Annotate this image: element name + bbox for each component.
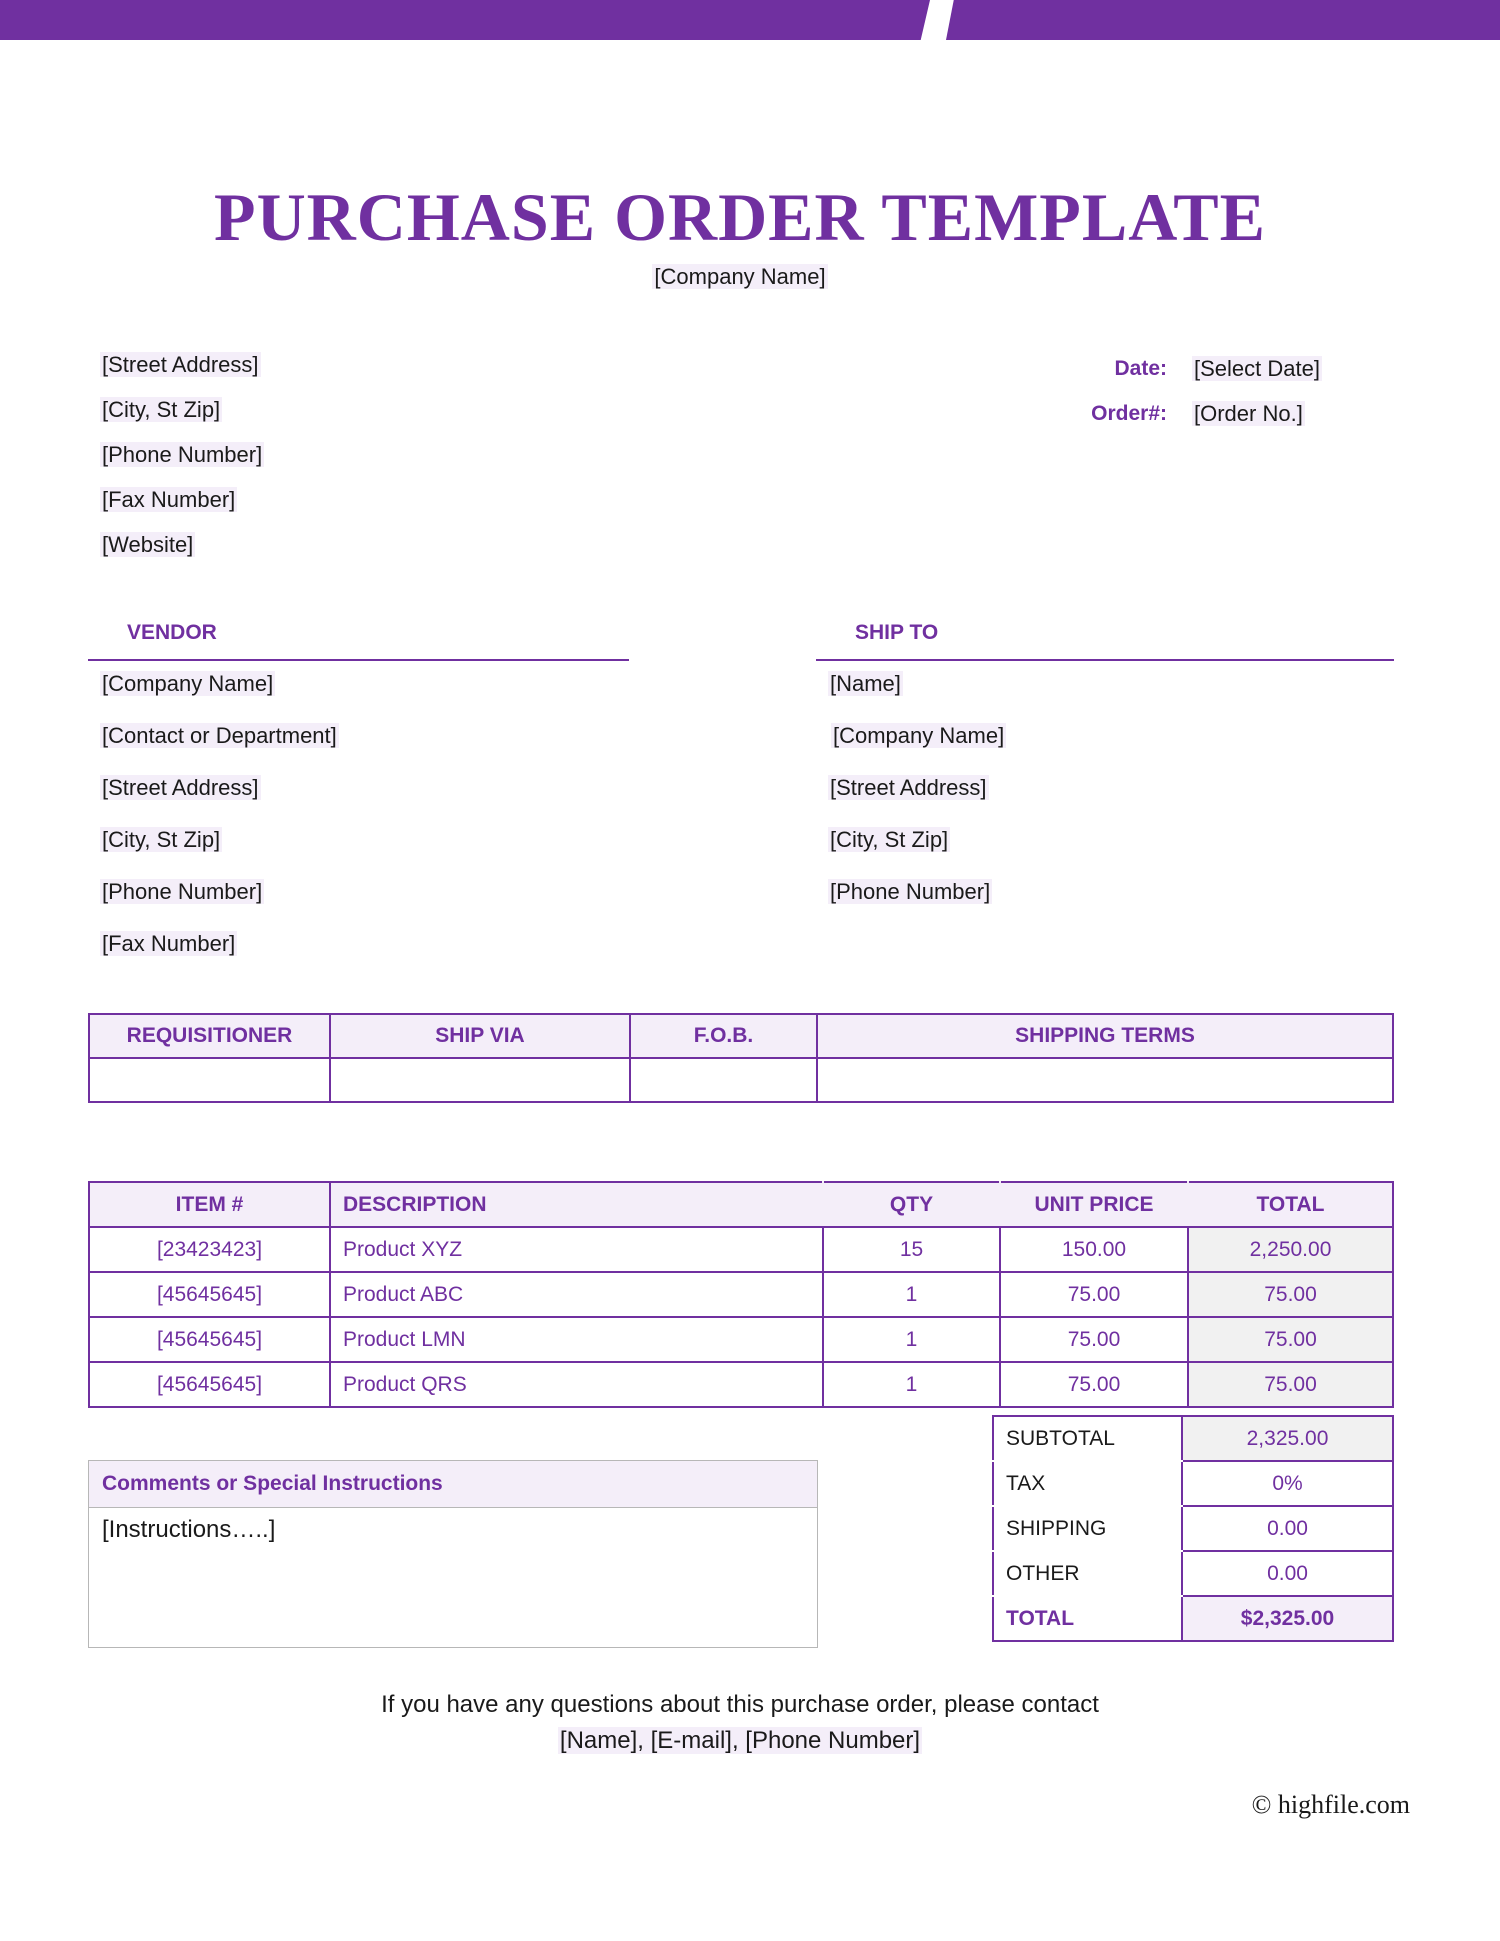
table-row: [89, 1317, 1393, 1362]
header-requisitioner: REQUISITIONER: [89, 1014, 330, 1058]
shipping-label: SHIPPING: [993, 1506, 1182, 1551]
item-number-cell[interactable]: [45645645]: [89, 1317, 330, 1362]
tax-label: TAX: [993, 1461, 1182, 1506]
ship-to-company: [Company Name]: [833, 723, 1005, 748]
item-number-cell[interactable]: [23423423]: [89, 1227, 330, 1272]
table-row: [89, 1272, 1393, 1317]
vendor-heading: VENDOR: [127, 621, 217, 644]
date-label: Date:: [1114, 357, 1167, 380]
description-cell[interactable]: Product LMN: [330, 1317, 823, 1362]
item-number-cell[interactable]: [45645645]: [89, 1362, 330, 1407]
table-row: [89, 1227, 1393, 1272]
header-accent-bar-right: [946, 0, 1500, 40]
header-shipping-terms: SHIPPING TERMS: [817, 1014, 1393, 1058]
other-row: [993, 1551, 1393, 1596]
vendor-street: [Street Address]: [102, 775, 259, 800]
unit-price-cell[interactable]: 150.00: [1000, 1227, 1188, 1272]
shipping-value-row: [89, 1058, 1393, 1102]
unit-price-cell[interactable]: 75.00: [1000, 1272, 1188, 1317]
requisitioner-cell[interactable]: [89, 1058, 330, 1102]
sender-street: [Street Address]: [102, 352, 259, 377]
shipping-header-row: [89, 1014, 1393, 1058]
ship-to-details: [828, 670, 1006, 906]
ship-to-street: [Street Address]: [830, 775, 987, 800]
fob-cell[interactable]: [630, 1058, 817, 1102]
sender-phone: [Phone Number]: [102, 442, 263, 467]
header-ship-via: SHIP VIA: [330, 1014, 630, 1058]
shipping-row: [993, 1506, 1393, 1551]
comments-box: [88, 1460, 818, 1648]
sender-fax: [Fax Number]: [102, 487, 236, 512]
footer-contact-details: [Name], [E-mail], [Phone Number]: [559, 1727, 921, 1754]
header-description: DESCRIPTION: [330, 1182, 823, 1227]
totals-table: [992, 1415, 1394, 1642]
sender-city: [City, St Zip]: [102, 397, 221, 422]
items-table: [88, 1181, 1394, 1408]
grand-total-row: [993, 1596, 1393, 1641]
copyright-notice: © highfile.com: [1251, 1790, 1410, 1819]
description-cell[interactable]: Product XYZ: [330, 1227, 823, 1272]
shipping-terms-cell[interactable]: [817, 1058, 1393, 1102]
vendor-company: [Company Name]: [102, 671, 274, 696]
unit-price-cell[interactable]: 75.00: [1000, 1317, 1188, 1362]
items-header-row: [89, 1182, 1393, 1227]
header-total: TOTAL: [1188, 1182, 1393, 1227]
line-total-cell: 75.00: [1188, 1272, 1393, 1317]
sender-address: [100, 351, 264, 559]
unit-price-cell[interactable]: 75.00: [1000, 1362, 1188, 1407]
other-value[interactable]: 0.00: [1182, 1551, 1393, 1596]
qty-cell[interactable]: 15: [823, 1227, 1000, 1272]
header-fob: F.O.B.: [630, 1014, 817, 1058]
footer-contact-line: If you have any questions about this purchase order, please contact: [381, 1691, 1099, 1718]
page-title: PURCHASE ORDER TEMPLATE: [214, 179, 1266, 255]
tax-value[interactable]: 0%: [1182, 1461, 1393, 1506]
header-accent-bar-left: [0, 0, 930, 40]
grand-total-label: TOTAL: [993, 1596, 1182, 1641]
header-item-number: ITEM #: [89, 1182, 330, 1227]
comments-heading: Comments or Special Instructions: [89, 1461, 817, 1508]
company-name: [Company Name]: [654, 264, 826, 289]
header-qty: QTY: [823, 1182, 1000, 1227]
subtotal-label: SUBTOTAL: [993, 1416, 1182, 1461]
item-number-cell[interactable]: [45645645]: [89, 1272, 330, 1317]
shipping-value[interactable]: 0.00: [1182, 1506, 1393, 1551]
shipping-info-table: [88, 1013, 1394, 1103]
ship-to-divider: [816, 659, 1394, 661]
vendor-phone: [Phone Number]: [102, 879, 263, 904]
vendor-divider: [88, 659, 629, 661]
vendor-fax: [Fax Number]: [102, 931, 236, 956]
sender-website: [Website]: [102, 532, 194, 557]
order-label: Order#:: [1091, 402, 1167, 425]
ship-to-city: [City, St Zip]: [830, 827, 949, 852]
ship-via-cell[interactable]: [330, 1058, 630, 1102]
comments-textarea[interactable]: [Instructions…..]: [102, 1516, 276, 1543]
qty-cell[interactable]: 1: [823, 1272, 1000, 1317]
vendor-city: [City, St Zip]: [102, 827, 221, 852]
subtotal-value: 2,325.00: [1182, 1416, 1393, 1461]
order-number-field[interactable]: [Order No.]: [1194, 401, 1303, 426]
ship-to-heading: SHIP TO: [855, 621, 939, 644]
qty-cell[interactable]: 1: [823, 1362, 1000, 1407]
table-row: [89, 1362, 1393, 1407]
line-total-cell: 75.00: [1188, 1362, 1393, 1407]
subtotal-row: [993, 1416, 1393, 1461]
description-cell[interactable]: Product ABC: [330, 1272, 823, 1317]
ship-to-phone: [Phone Number]: [830, 879, 991, 904]
date-field[interactable]: [Select Date]: [1194, 356, 1320, 381]
qty-cell[interactable]: 1: [823, 1317, 1000, 1362]
description-cell[interactable]: Product QRS: [330, 1362, 823, 1407]
vendor-details: [100, 670, 339, 958]
header-unit-price: UNIT PRICE: [1000, 1182, 1188, 1227]
ship-to-name: [Name]: [830, 671, 901, 696]
tax-row: [993, 1461, 1393, 1506]
line-total-cell: 2,250.00: [1188, 1227, 1393, 1272]
vendor-contact: [Contact or Department]: [102, 723, 337, 748]
line-total-cell: 75.00: [1188, 1317, 1393, 1362]
grand-total-value: $2,325.00: [1182, 1596, 1393, 1641]
other-label: OTHER: [993, 1551, 1182, 1596]
